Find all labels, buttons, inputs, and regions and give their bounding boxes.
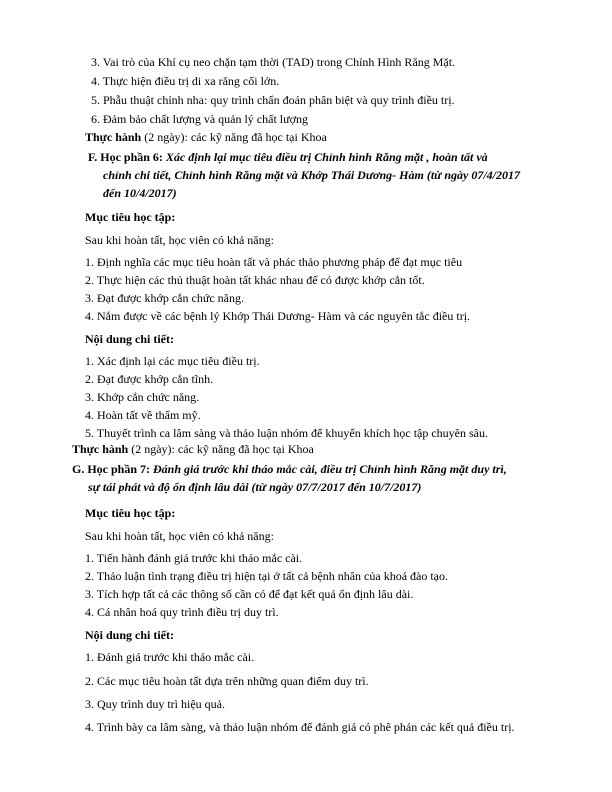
list-item: 4. Thực hiện điều trị di xa răng cối lớn. — [91, 74, 280, 88]
list-item: 1. Đánh giá trước khi tháo mắc cài. — [85, 650, 255, 664]
section-g-title-line: sự tái phát và độ ổn định lâu dài (từ ngày 07/7/2017 đến 10/7/2017) — [88, 480, 422, 494]
list-item: 2. Các mục tiêu hoàn tất dựa trên những quan điểm duy trì. — [85, 674, 369, 688]
practice-note — [85, 130, 327, 144]
list-item: 5. Thuyết trình ca lâm sàng và thảo luận nhóm để khuyến khích học tập chuyên sâu. — [85, 426, 489, 440]
content-heading: Nội dung chi tiết: — [85, 628, 175, 642]
list-item: 1. Định nghĩa các mục tiêu hoàn tất và phác thảo phương pháp để đạt mục tiêu — [85, 255, 463, 269]
list-item: 4. Nắm được về các bệnh lý Khớp Thái Dương- Hàm và các nguyên tắc điều trị. — [85, 309, 471, 323]
section-g-prefix: G. Học phần 7: — [72, 462, 154, 476]
practice-label: Thực hành — [72, 442, 129, 456]
list-item: 2. Thảo luận tình trạng điều trị hiện tại ở tất cả bệnh nhân của khoá đào tạo. — [85, 569, 449, 583]
objectives-heading: Mục tiêu học tập: — [85, 506, 176, 520]
list-item: 1. Tiến hành đánh giá trước khi tháo mắc cài. — [85, 551, 303, 565]
practice-note — [72, 442, 314, 456]
list-item: 3. Đạt được khớp cắn chức năng. — [85, 291, 244, 305]
section-f-title-line: đến 10/4/2017) — [103, 186, 177, 200]
list-item: 4. Cá nhân hoá quy trình điều trị duy trì. — [85, 605, 279, 619]
list-item: 1. Xác định lại các mục tiêu điều trị. — [85, 354, 260, 368]
list-item: 2. Thực hiện các thủ thuật hoàn tất khác nhau để có được khớp cắn tốt. — [85, 273, 425, 287]
list-item: 3. Vai trò của Khí cụ neo chặn tạm thời (TAD) trong Chỉnh Hình Răng Mặt. — [91, 55, 456, 69]
section-f-title: Xác định lại mục tiêu điều trị Chỉnh hình Răng mặt , hoàn tất và — [165, 150, 488, 164]
practice-text: (2 ngày): các kỹ năng đã học tại Khoa — [141, 130, 327, 144]
objectives-heading: Mục tiêu học tập: — [85, 210, 176, 224]
section-f-prefix: F. Học phần 6: — [88, 150, 166, 164]
content-heading: Nội dung chi tiết: — [85, 332, 175, 346]
practice-text: (2 ngày): các kỹ năng đã học tại Khoa — [128, 442, 314, 456]
list-item: 4. Hoàn tất về thẩm mỹ. — [85, 408, 201, 422]
section-g-title: Đánh giá trước khi tháo mắc cài, điều trị Chỉnh hình Răng mặt duy trì, — [153, 462, 507, 476]
section-f-heading — [88, 150, 488, 164]
section-f-title-line: chỉnh chi tiết, Chỉnh hình Răng mặt và Khớp Thái Dương- Hàm (từ ngày 07/4/2017 — [103, 168, 521, 182]
list-item: 3. Khớp cắn chức năng. — [85, 390, 200, 404]
list-item: 3. Tích hợp tất cả các thông số cần có để đạt kết quả ổn định lâu dài. — [85, 587, 414, 601]
list-item: 2. Đạt được khớp cắn tĩnh. — [85, 372, 214, 386]
practice-label: Thực hành — [85, 130, 142, 144]
list-item: 3. Quy trình duy trì hiệu quả. — [85, 697, 225, 711]
intro-text: Sau khi hoàn tất, học viên có khả năng: — [85, 529, 274, 543]
intro-text: Sau khi hoàn tất, học viên có khả năng: — [85, 233, 274, 247]
list-item: 6. Đảm bảo chất lượng và quản lý chất lượng — [91, 112, 308, 126]
list-item: 5. Phẫu thuật chỉnh nha: quy trình chẩn đoán phân biệt và quy trình điều trị. — [91, 93, 455, 107]
section-g-heading — [72, 462, 507, 476]
list-item: 4. Trình bày ca lâm sàng, và thảo luận nhóm để đánh giá có phê phán các kết quả điều trị. — [85, 720, 515, 734]
